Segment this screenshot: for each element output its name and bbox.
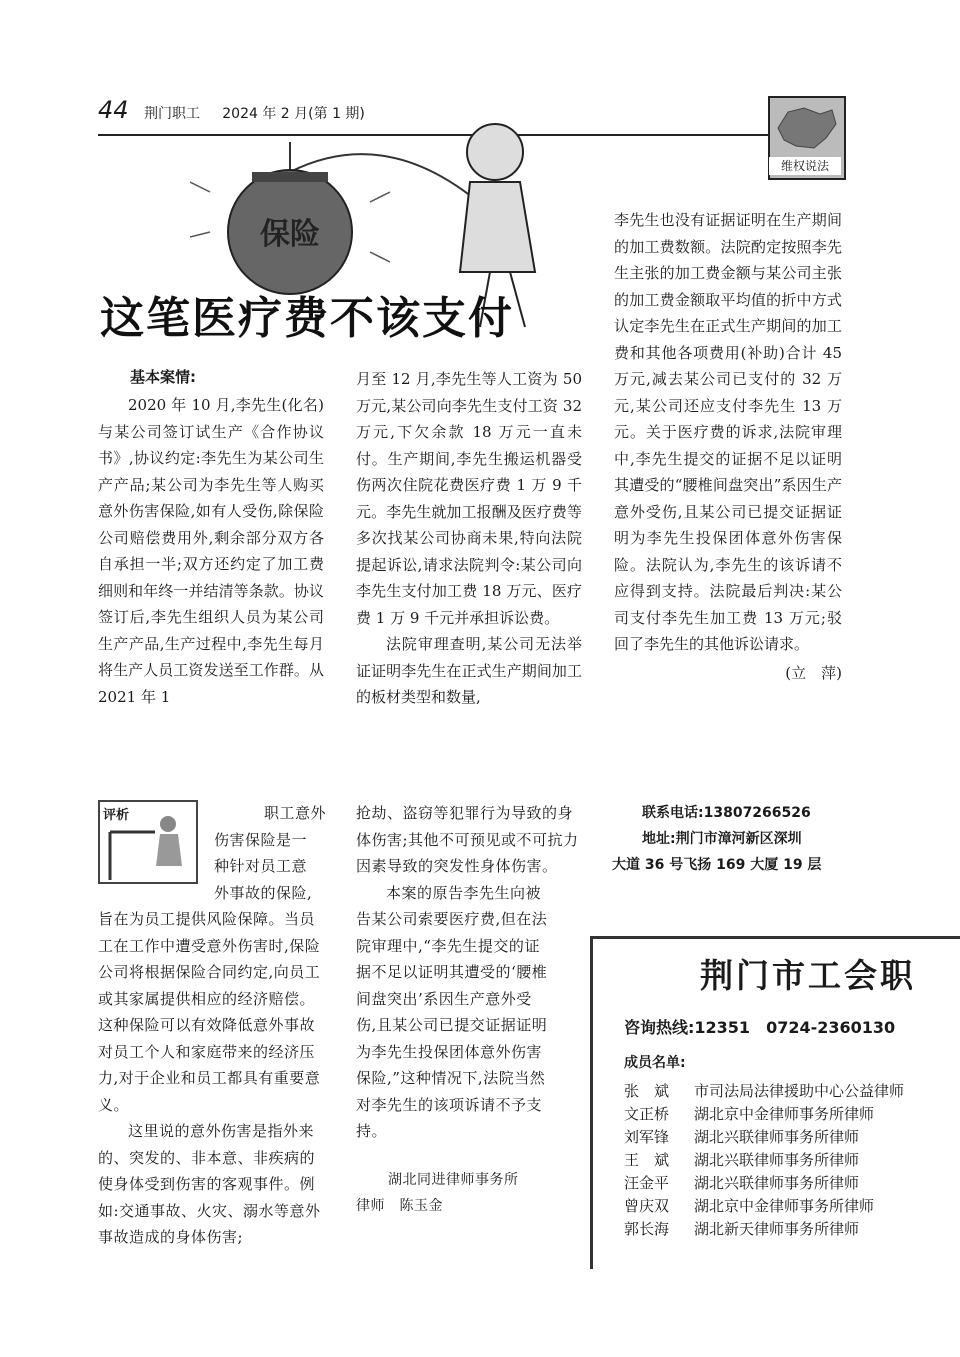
china-map-icon (770, 98, 840, 158)
review-illustration (98, 800, 198, 884)
article-paragraph: 2020 年 10 月,李先生(化名)与某公司签订试生产《合作协议书》,协议约定:李先生为某公司生产产品;某公司为李先生等人购买意外伤害保险,如有人受伤,除保险公司赔偿费用外,剩余部分双方各自承担一半;双方还约定了加工费细则和年终一并结清等条款。协议签订后,李先生组织人员为某公司生产产品,生产过程中,李先生每月将生产人员工资发送至工作群。从 2021 年 1 (98, 396, 324, 706)
review-column-2 (356, 800, 582, 1220)
list-item: 张 斌 市司法局法律援助中心公益律师 (624, 1082, 905, 1100)
list-item: 汪金平 湖北兴联律师事务所律师 (624, 1174, 860, 1192)
column-badge-label: 维权说法 (769, 157, 841, 175)
list-item: 刘军锋 湖北兴联律师事务所律师 (624, 1128, 860, 1146)
article-column-2 (356, 366, 582, 711)
article-column-1 (98, 392, 324, 710)
list-item: 王 斌 湖北兴联律师事务所律师 (624, 1151, 860, 1169)
review-paragraph: 抢劫、盗窃等犯罪行为导致的身体伤害;其他不可预见或不可抗力因素导致的突发性身体伤害。 (356, 804, 579, 875)
publication-name: 荆门职工 (144, 106, 200, 122)
list-item: 文正桥 湖北京中金律师事务所律师 (624, 1105, 875, 1123)
article-byline: (立 萍) (785, 663, 842, 682)
review-paragraph: 这里说的意外伤害是指外来的、突发的、非本意、非疾病的使身体受到伤害的客观事件。例如:交通事故、火灾、溺水等意外事故造成的身体伤害; (98, 1122, 321, 1246)
review-paragraph: 旨在为员工提供风险保障。当员工在工作中遭受意外伤害时,保险公司将根据保险合同约定,向员工或其家属提供相应的经济赔偿。这种保险可以有效降低意外事故对员工个人和家庭带来的经济压力,对于企业和员工都具有重要意义。 (98, 910, 321, 1114)
review-author-org: 湖北同进律师事务所 (388, 1171, 519, 1188)
contact-address-2: 大道 36 号飞扬 169 大厦 19 层 (612, 857, 822, 873)
members-heading: 成员名单: (624, 1055, 686, 1071)
headline: 这笔医疗费不该支付 (100, 293, 514, 344)
contact-address-1: 地址:荆门市漳河新区深圳 (642, 831, 802, 847)
review-intro: 职工意外 伤害保险是一 种针对员工意 外事故的保险, (214, 804, 326, 902)
section-heading: 基本案情: (130, 368, 196, 386)
page-number: 44 (98, 96, 129, 124)
review-paragraph: 本案的原告李先生向被告某公司索要医疗费,但在法院审理中,“李先生提交的证据不足以证明其遭受的‘腰椎间盘突出’系因生产意外受伤,且某公司已提交证据证明为李先生投保团体意外伤害保险,”这种情况下,法院当然对李先生的该项诉请不予支持。 (356, 883, 548, 1140)
contact-block (612, 800, 852, 878)
article-column-3 (614, 207, 842, 686)
list-item: 郭长海 湖北新天律师事务所律师 (624, 1220, 860, 1238)
review-author: 律师 陈玉金 (356, 1198, 443, 1214)
article-paragraph: 法院审理查明,某公司无法举证证明李先生在正式生产期间加工的板材类型和数量, (356, 635, 582, 706)
hotline: 咨询热线:12351 0724-2360130 (624, 1018, 896, 1037)
review-column-1 (98, 906, 326, 1251)
lantern-text: 保险 (260, 217, 320, 252)
article-paragraph: 月至 12 月,李先生等人工资为 50 万元,某公司向李先生支付工资 32 万元,下欠余款 18 万元一直未付。生产期间,李先生搬运机器受伤两次住院花费医疗费 1 万 9 千元。李先生就加工报酬及医疗费等多次找某公司协商未果,特向法院提起诉讼,请求法院判令:某公司向李先生支付加工费 18 万元、医疗费 1 万 9 千元并承担诉讼费。 (356, 370, 582, 627)
list-item: 曾庆双 湖北京中金律师事务所律师 (624, 1197, 875, 1215)
review-label: 评析 (103, 808, 130, 823)
members-list (624, 1080, 944, 1241)
contact-phone: 联系电话:13807266526 (642, 805, 811, 821)
article-paragraph: 李先生也没有证据证明在生产期间的加工费数额。法院酌定按照李先生主张的加工费金额与某公司主张的加工费金额取平均值的折中方式认定李先生在正式生产期间的加工费和其他各项费用(补助)合计 45 万元,减去某公司已支付的 32 万元,某公司还应支付李先生 13 万元。关于医疗费的诉求,法院审理中,李先生提交的证据不足以证明其遭受的“腰椎间盘突出”系因生产意外受伤,且某公司已提交证据证明为李先生投保团体意外伤害保险。法院认为,李先生的该诉请不应得到支持。法院最后判决:某公司支付李先生加工费 13 万元;驳回了李先生的其他诉讼请求。 (614, 211, 842, 653)
union-panel-title: 荆门市工会职 (700, 956, 916, 995)
issue-date: 2024 年 2 月(第 1 期) (222, 106, 365, 122)
